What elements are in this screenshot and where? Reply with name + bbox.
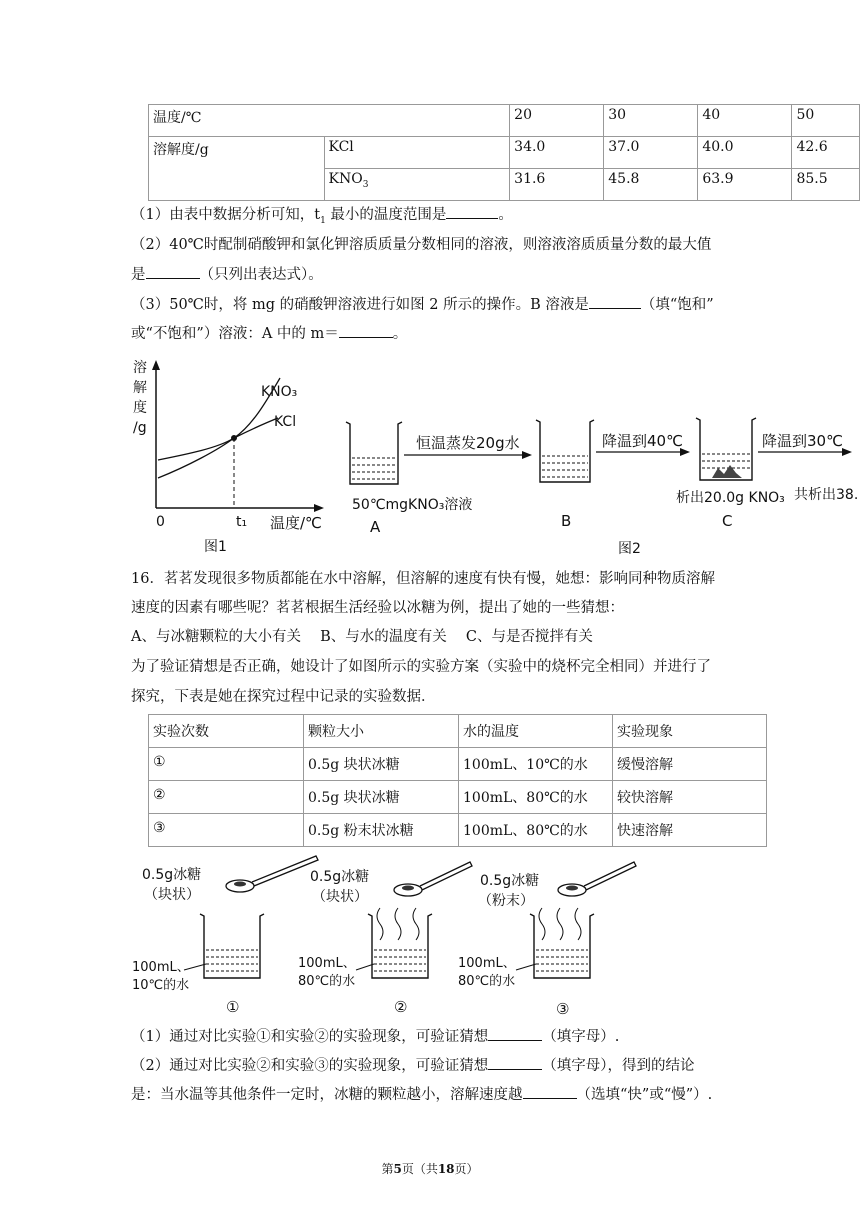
table-cell: 42.6	[792, 137, 860, 169]
sugar-label-1: 0.5g冰糖	[142, 867, 202, 883]
answer-blank[interactable]	[446, 204, 498, 219]
answer-blank[interactable]	[339, 323, 393, 338]
beaker-a-label: 50℃mgKNO₃溶液	[352, 497, 473, 513]
table-header: 水的温度	[459, 715, 613, 748]
table-cell: 0.5g 块状冰糖	[304, 781, 459, 814]
arrow-3-head-icon	[842, 448, 852, 456]
question-2-cont: 是 （只列出表达式）。	[131, 264, 323, 286]
arrow-1-head-icon	[522, 451, 532, 459]
q16-question-1: （1）通过对比实验①和实验②的实验现象，可验证猜想 （填字母）.	[131, 1026, 619, 1048]
table-cell: 100mL、80℃的水	[459, 814, 613, 847]
table-cell: 40	[698, 105, 792, 137]
water-temp-3: 80℃的水	[458, 974, 516, 989]
q16-line: 探究，下表是她在探究过程中记录的实验数据．	[131, 689, 436, 705]
q16-question-2: （2）通过对比实验②和实验③的实验现象，可验证猜想 （填字母），得到的结论	[131, 1055, 694, 1077]
table-cell: 85.5	[792, 169, 860, 201]
table-cell: 37.0	[604, 137, 698, 169]
y-axis-arrow-icon	[152, 360, 160, 370]
answer-blank[interactable]	[146, 264, 200, 279]
series-label-kcl: KCl	[274, 414, 297, 430]
water-temp-1: 10℃的水	[132, 978, 190, 993]
table-cell: 20	[510, 105, 604, 137]
water-temp-2: 80℃的水	[298, 974, 356, 989]
q16-question-2-cont: 是：当水温等其他条件一定时，冰糖的颗粒越小，溶解速度越 （选填“快”或“慢”）.	[131, 1084, 712, 1106]
experiment-setup-figure	[140, 852, 660, 1022]
q16-line: 为了验证猜想是否正确，她设计了如图所示的实验方案（实验中的烧杯完全相同）并进行了	[131, 659, 711, 675]
table-cell: 30	[604, 105, 698, 137]
water-label-3: 100mL、	[458, 956, 516, 971]
sugar-form-3: （粉末）	[478, 893, 534, 909]
table-cell: 缓慢溶解	[613, 748, 767, 781]
fig1-ylabel: 溶 解 度 /g	[133, 360, 147, 436]
question-1: （1）由表中数据分析可知，$t_1$ 最小的温度范围是 。	[131, 204, 513, 232]
question-3: （3）50℃时，将 mg 的硝酸钾溶液进行如图 2 所示的操作。B 溶液是 （填“饱和”	[131, 294, 714, 316]
table-cell: $KNO_3$	[324, 169, 510, 201]
table-cell: 快速溶解	[613, 814, 767, 847]
table-row	[149, 814, 767, 847]
table-cell: 40.0	[698, 137, 792, 169]
sugar-form-2: （块状）	[312, 889, 368, 905]
table-cell: 溶解度/g	[149, 137, 325, 201]
table-cell: 100mL、10℃的水	[459, 748, 613, 781]
pointer-line	[356, 964, 374, 970]
water-label-2: 100mL、	[298, 956, 356, 971]
spoon-2-icon	[394, 862, 472, 896]
kcl-curve	[158, 418, 278, 478]
fig2-caption: 图2	[618, 541, 641, 557]
table-cell: 0.5g 粉末状冰糖	[304, 814, 459, 847]
table-cell: 31.6	[510, 169, 604, 201]
table-row	[149, 781, 767, 814]
table-header: 实验次数	[149, 715, 304, 748]
q16-line: A、与冰糖颗粒的大小有关 B、与水的温度有关 C、与是否搅拌有关	[131, 629, 593, 645]
solubility-table	[148, 104, 860, 201]
x-axis-label: 温度/℃	[270, 514, 322, 532]
table-cell: ③	[149, 814, 304, 847]
sugar-label-3: 0.5g冰糖	[480, 873, 540, 889]
table-row	[149, 715, 767, 748]
table-cell: 温度/℃	[149, 105, 510, 137]
fig1-caption: 图1	[204, 539, 227, 555]
beaker-3	[530, 908, 594, 978]
beaker-b	[536, 420, 594, 482]
answer-blank[interactable]	[589, 294, 641, 309]
label-a: A	[370, 518, 381, 536]
q16-line: 16．茗茗发现很多物质都能在水中溶解，但溶解的速度有快有慢，她想：影响同种物质溶解	[131, 571, 715, 587]
q16-line: 速度的因素有哪些呢？茗茗根据生活经验以冰糖为例，提出了她的一些猜想：	[131, 600, 624, 616]
step2-label: 降温到40℃	[602, 432, 683, 450]
table-row	[149, 105, 860, 137]
answer-blank[interactable]	[488, 1026, 542, 1041]
beaker-c-note: 析出20.0g KNO₃	[676, 490, 785, 506]
beaker-a	[346, 422, 402, 484]
table-cell: 45.8	[604, 169, 698, 201]
table-cell: ①	[149, 748, 304, 781]
setup-number-3: ③	[556, 1000, 570, 1018]
table-header: 颗粒大小	[304, 715, 459, 748]
t1-label: t₁	[236, 514, 248, 530]
question-2: （2）40℃时配制硝酸钾和氯化钾溶质质量分数相同的溶液，则溶液溶质质量分数的最大值	[131, 237, 712, 253]
table-cell: ②	[149, 781, 304, 814]
crystals-icon	[712, 465, 742, 478]
table-cell: 0.5g 块状冰糖	[304, 748, 459, 781]
answer-blank[interactable]	[488, 1055, 542, 1070]
sugar-form-1: （块状）	[144, 887, 200, 903]
table-row	[149, 137, 860, 169]
table-row	[149, 748, 767, 781]
beaker-2	[368, 908, 432, 978]
page-footer: 第5页（共18页）	[381, 1162, 479, 1176]
origin-label: 0	[156, 514, 165, 530]
pointer-line	[516, 964, 536, 970]
water-label-1: 100mL、	[132, 960, 190, 975]
beaker-1	[200, 914, 264, 978]
question-3-cont: 或“不饱和”）溶液：A 中的 m＝ 。	[131, 323, 407, 345]
step3-label: 降温到30℃	[762, 432, 843, 450]
table-cell: 34.0	[510, 137, 604, 169]
experiment-table	[148, 714, 767, 847]
table-cell: 100mL、80℃的水	[459, 781, 613, 814]
table-cell: 50	[792, 105, 860, 137]
table-cell: KCl	[324, 137, 510, 169]
table-cell: 较快溶解	[613, 781, 767, 814]
setup-number-1: ①	[226, 998, 240, 1016]
series-label-kno3: KNO₃	[261, 384, 298, 400]
sugar-label-2: 0.5g冰糖	[310, 869, 370, 885]
beaker-c	[696, 418, 756, 480]
label-b: B	[561, 512, 572, 530]
label-c: C	[722, 512, 733, 530]
x-axis-arrow-icon	[314, 504, 324, 512]
table-header: 实验现象	[613, 715, 767, 748]
table-cell: 63.9	[698, 169, 792, 201]
spoon-1-icon	[226, 856, 318, 892]
spoon-3-icon	[558, 862, 636, 896]
final-note: 共析出38.	[794, 487, 859, 503]
step1-label: 恒温蒸发20g水	[416, 434, 520, 452]
setup-number-2: ②	[394, 998, 408, 1016]
answer-blank[interactable]	[523, 1084, 577, 1099]
